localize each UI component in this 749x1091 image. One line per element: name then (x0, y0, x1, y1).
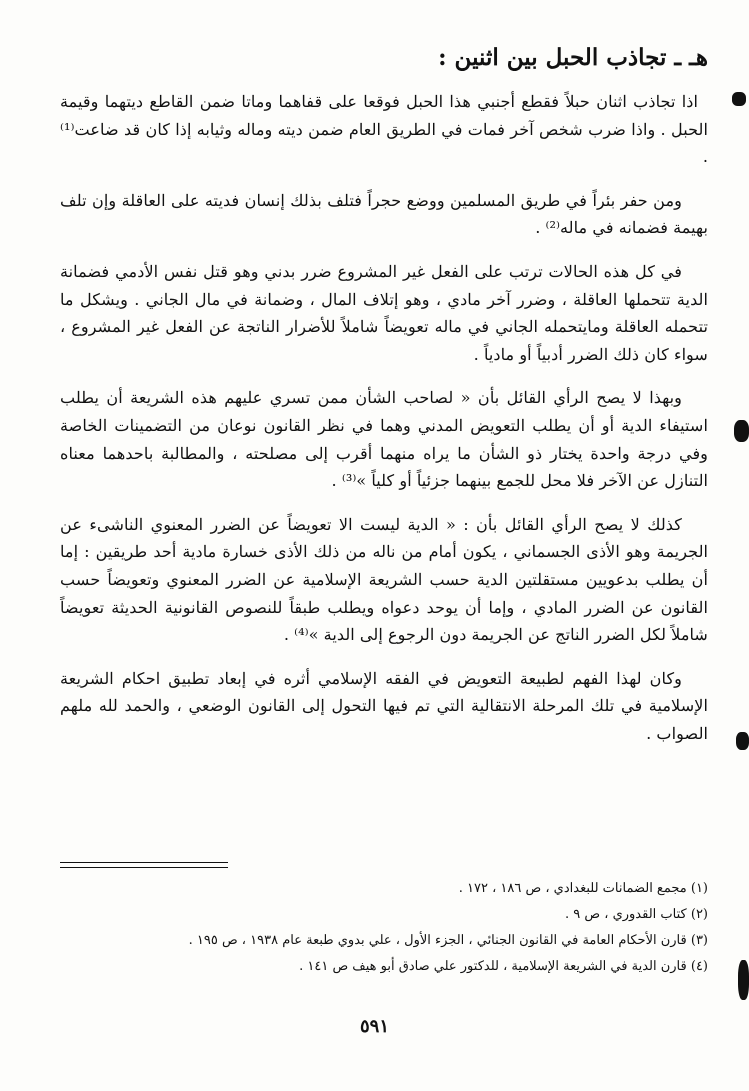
section-heading: هـ ـ تجاذب الحبل بين اثنين : (438, 44, 708, 71)
scan-edge-mark (732, 92, 746, 106)
page-number: ٥٩١ (359, 1016, 389, 1037)
footnote-divider-2 (60, 867, 228, 868)
scan-edge-mark (736, 732, 749, 750)
footnote-divider (60, 862, 228, 863)
footnote-2: (٢) كتاب القدوري ، ص ٩ . (565, 907, 708, 922)
paragraph-4: وبهذا لا يصح الرأي القائل بأن « لصاحب الشأن ممن تسري عليهم هذه الشريعة أن يطلب استيفاء الدية أو أن يطلب التعويض المدني وهما في نظر القانون نوعان من التضمينات الخاصة وفي درجة واحدة يختار ذو الشأن ما يراه منهما أقرب إلى مصلحته ، والمطالبة باحدهما معناه التنازل عن الآخر فلا محل للجمع بينهما جزئياً أو كلياً »⁽³⁾ . (60, 388, 708, 491)
footnote-1: (١) مجمع الضمانات للبغدادي ، ص ١٨٦ ، ١٧٢ . (458, 881, 708, 896)
scan-edge-mark (738, 960, 749, 1000)
paragraph-1: اذا تجاذب اثنان حبلاً فقطع أجنبي هذا الحبل فوقعا على قفاهما وماتا ضمن القاطع ديتهما وقيمة الحبل . واذا ضرب شخص آخر فمات في الطريق العام ضمن ديته وماله وثيابه إذا كان قد ضاعت⁽¹⁾ . (60, 92, 708, 167)
footnote-4: (٤) قارن الدية في الشريعة الإسلامية ، للدكتور علي صادق أبو هيف ص ١٤١ . (299, 959, 708, 974)
footnotes (60, 876, 708, 980)
footnote-3: (٣) قارن الأحكام العامة في القانون الجنائي ، الجزء الأول ، علي بدوي طبعة عام ١٩٣٨ ، ص ١٩٥ . (188, 933, 708, 948)
scan-edge-mark (734, 420, 749, 442)
paragraph-5: كذلك لا يصح الرأي القائل بأن : « الدية ليست الا تعويضاً عن الضرر المعنوي الناشىء عن الجريمة وهو الأذى الجسماني ، يكون أمام من ناله من ذلك الأذى خسارة مادية أحد طريقين : إما أن يطلب بدعويين مستقلتين الدية حسب الشريعة الإسلامية عن الضرر المعنوي وتعويضاً حسب القانون عن الضرر المادي ، وإما أن يوحد دعواه ويطلب طبقاً للنصوص القانونية الحديثة تعويضاً شاملاً لكل الضرر الناتج عن الجريمة دون الرجوع إلى الدية »⁽⁴⁾ . (60, 514, 708, 645)
paragraph-3: في كل هذه الحالات ترتب على الفعل غير المشروع ضرر بدني وهو قتل نفس الأدمي فضمانة الدية تتحملها العاقلة ، وضرر آخر مادي ، وهو إتلاف المال ، وضمانة في مال الجاني . ويشكل ما تتحمله العاقلة ومايتحمله الجاني في ماله تعويضاً شاملاً للأضرار الناتجة عن الفعل غير المشروع ، سواء كان ذلك الضرر أدبياً أو مادياً . (60, 261, 708, 364)
paragraph-6: وكان لهذا الفهم لطبيعة التعويض في الفقه الإسلامي أثره في إبعاد تطبيق احكام الشريعة الإسلامية في تلك المرحلة الانتقالية التي تم فيها التحول إلى القانون الوضعي ، والحمد لله ملهم الصواب . (60, 668, 708, 743)
main-text (60, 38, 708, 763)
paragraph-2: ومن حفر بئراً في طريق المسلمين ووضع حجراً فتلف بذلك إنسان فديته على العاقلة وإن تلف بهيمة فضمانه في ماله⁽²⁾ . (60, 190, 708, 238)
